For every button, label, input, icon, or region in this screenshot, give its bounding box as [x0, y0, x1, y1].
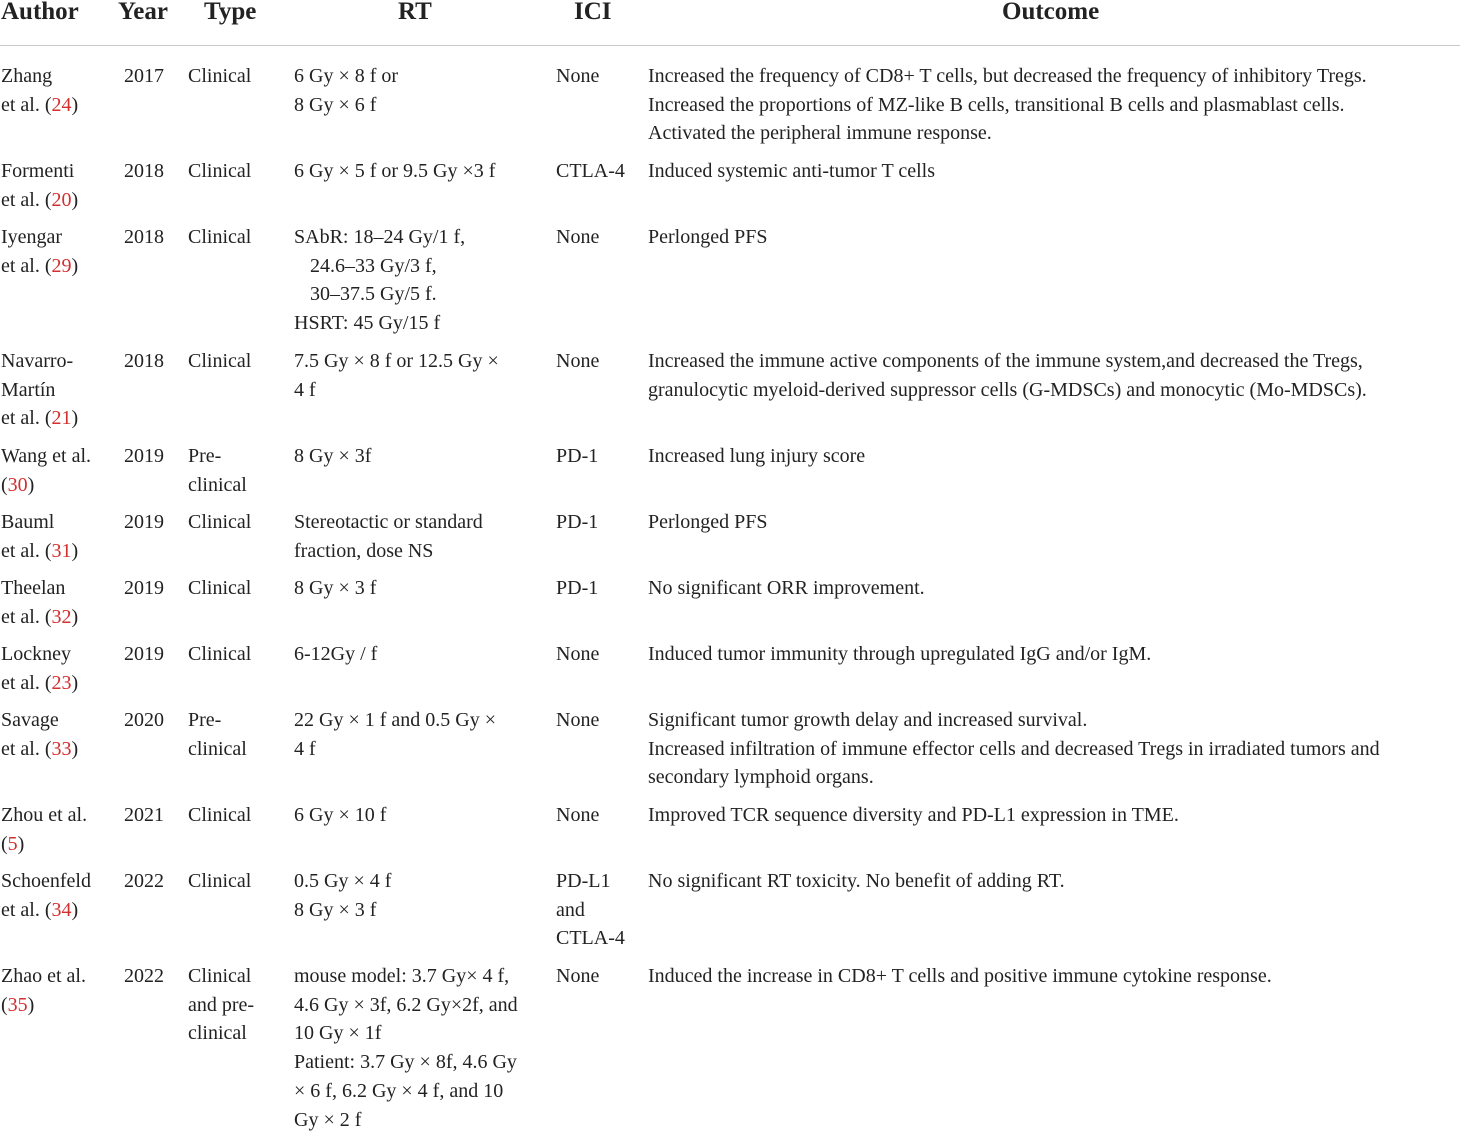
- outcome-line: Significant tumor growth delay and increased survival.: [648, 709, 1088, 731]
- author-cell: [1, 574, 111, 631]
- year-cell: 2019: [124, 445, 164, 467]
- rt-line: fraction, dose NS: [294, 539, 434, 562]
- ici-line: PD-1: [556, 511, 599, 533]
- type-line: Clinical: [188, 65, 252, 87]
- author-line: [1, 186, 111, 215]
- rt-line: 0.5 Gy × 4 f: [294, 870, 392, 892]
- outcome-line: Perlonged PFS: [648, 511, 768, 533]
- reference-link[interactable]: 24: [51, 93, 72, 116]
- author-line: [1, 801, 111, 830]
- reference-link[interactable]: 21: [51, 407, 72, 430]
- outcome-cell: [648, 442, 1448, 471]
- type-line: clinical: [188, 1022, 247, 1045]
- author-text: Zhao et al.: [1, 965, 86, 987]
- ici-cell: [556, 574, 638, 603]
- type-line: Pre-: [188, 709, 222, 731]
- type-line: Clinical: [188, 643, 252, 665]
- rt-line: × 6 f, 6.2 Gy × 4 f, and 10: [294, 1079, 504, 1102]
- rt-cell: [294, 867, 544, 924]
- year-cell: 2018: [124, 350, 164, 372]
- rt-line: 7.5 Gy × 8 f or 12.5 Gy ×: [294, 350, 499, 372]
- author-text: Formenti: [1, 160, 75, 182]
- outcome-line: Increased the immune active components of the immune system,and decreased the Tregs,: [648, 350, 1363, 372]
- rt-line: 8 Gy × 3f: [294, 445, 372, 467]
- author-cell: [1, 508, 111, 565]
- author-text: Bauml: [1, 511, 55, 533]
- outcome-line: Induced tumor immunity through upregulated IgG and/or IgM.: [648, 643, 1152, 665]
- author-text: Schoenfeld: [1, 870, 91, 892]
- outcome-cell: [648, 574, 1448, 603]
- reference-close: ): [71, 254, 79, 277]
- ici-line: None: [556, 226, 600, 248]
- author-text: (: [1, 993, 8, 1016]
- reference-close: ): [71, 898, 79, 921]
- rt-cell: [294, 801, 544, 830]
- year-cell: 2019: [124, 511, 164, 533]
- ici-cell: [556, 706, 638, 735]
- type-cell: [188, 706, 283, 763]
- author-line: [1, 508, 111, 537]
- ici-cell: [556, 62, 638, 91]
- rt-line: 6 Gy × 8 f or: [294, 65, 399, 87]
- type-line: Clinical: [188, 511, 252, 533]
- author-text: Savage: [1, 709, 59, 731]
- type-cell: [188, 223, 283, 252]
- type-line: Clinical: [188, 160, 252, 182]
- type-cell: [188, 347, 283, 376]
- author-line: [1, 404, 111, 433]
- year-cell: 2019: [124, 643, 164, 665]
- type-line: Clinical: [188, 804, 252, 826]
- type-line: clinical: [188, 473, 247, 496]
- author-text: Theelan: [1, 577, 66, 599]
- reference-link[interactable]: 20: [51, 188, 72, 211]
- ici-cell: [556, 508, 638, 537]
- outcome-line: Increased lung injury score: [648, 445, 866, 467]
- outcome-line: secondary lymphoid organs.: [648, 766, 874, 789]
- header-rt: RT: [398, 0, 432, 25]
- author-line: [1, 91, 111, 120]
- type-cell: [188, 508, 283, 537]
- author-text: et al. (: [1, 93, 52, 116]
- outcome-cell: [648, 706, 1448, 792]
- ici-line: None: [556, 350, 600, 372]
- ici-line: PD-1: [556, 577, 599, 599]
- author-line: [1, 706, 111, 735]
- rt-line: 30–37.5 Gy/5 f.: [310, 283, 437, 306]
- author-line: [1, 574, 111, 603]
- rt-line: 8 Gy × 3 f: [294, 577, 377, 599]
- author-text: (: [1, 473, 8, 496]
- ici-line: PD-L1: [556, 870, 611, 892]
- outcome-cell: [648, 640, 1448, 669]
- rt-cell: [294, 574, 544, 603]
- author-text: et al. (: [1, 407, 52, 430]
- type-line: Clinical: [188, 350, 252, 372]
- author-line: [1, 252, 111, 281]
- type-cell: [188, 157, 283, 186]
- author-text: Wang et al.: [1, 445, 92, 467]
- type-cell: [188, 801, 283, 830]
- ici-line: None: [556, 65, 600, 87]
- reference-close: ): [27, 993, 35, 1016]
- year-cell: 2021: [124, 804, 164, 826]
- rt-line: 6 Gy × 5 f or 9.5 Gy ×3 f: [294, 160, 496, 182]
- ici-line: None: [556, 804, 600, 826]
- rt-cell: [294, 62, 544, 119]
- outcome-cell: [648, 157, 1448, 186]
- author-text: Iyengar: [1, 226, 63, 248]
- table-header: [0, 0, 1460, 46]
- type-line: and pre-: [188, 993, 255, 1016]
- year-cell: 2022: [124, 870, 164, 892]
- year-cell: 2018: [124, 160, 164, 182]
- author-line: [1, 376, 111, 405]
- author-line: [1, 157, 111, 186]
- rt-cell: [294, 223, 544, 338]
- rt-cell: [294, 442, 544, 471]
- year-cell: 2020: [124, 709, 164, 731]
- author-line: [1, 867, 111, 896]
- author-text: et al. (: [1, 737, 52, 760]
- author-text: et al. (: [1, 188, 52, 211]
- author-text: Navarro-: [1, 350, 74, 372]
- reference-link[interactable]: 23: [51, 671, 72, 694]
- author-cell: [1, 157, 111, 214]
- author-text: et al. (: [1, 605, 52, 628]
- author-line: [1, 896, 111, 925]
- author-line: [1, 603, 111, 632]
- reference-link[interactable]: 33: [51, 737, 72, 760]
- author-cell: [1, 223, 111, 280]
- reference-close: ): [71, 605, 79, 628]
- author-text: et al. (: [1, 671, 52, 694]
- type-line: clinical: [188, 737, 247, 760]
- outcome-line: Increased the proportions of MZ-like B cells, transitional B cells and plasmablast cells.: [648, 93, 1345, 116]
- rt-cell: [294, 962, 544, 1134]
- rt-line: 24.6–33 Gy/3 f,: [310, 254, 437, 277]
- outcome-line: Increased the frequency of CD8+ T cells, but decreased the frequency of inhibitory Tregs.: [648, 65, 1367, 87]
- outcome-cell: [648, 801, 1448, 830]
- type-cell: [188, 62, 283, 91]
- rt-line: mouse model: 3.7 Gy× 4 f,: [294, 965, 510, 987]
- rt-line: 6-12Gy / f: [294, 643, 378, 665]
- rt-line: 8 Gy × 3 f: [294, 898, 377, 921]
- ici-line: and: [556, 898, 585, 921]
- author-line: [1, 347, 111, 376]
- rt-line: 10 Gy × 1f: [294, 1022, 382, 1045]
- author-text: Lockney: [1, 643, 71, 665]
- reference-link[interactable]: 34: [51, 898, 72, 921]
- reference-close: ): [71, 539, 79, 562]
- rt-cell: [294, 706, 544, 763]
- type-cell: [188, 574, 283, 603]
- rt-line: SAbR: 18–24 Gy/1 f,: [294, 226, 466, 248]
- author-cell: [1, 706, 111, 763]
- outcome-cell: [648, 867, 1448, 896]
- rt-line: Patient: 3.7 Gy × 8f, 4.6 Gy: [294, 1051, 517, 1074]
- year-cell: 2022: [124, 965, 164, 987]
- author-cell: [1, 962, 111, 1019]
- author-line: [1, 669, 111, 698]
- outcome-cell: [648, 223, 1448, 252]
- author-text: Zhou et al.: [1, 804, 88, 826]
- year-cell: 2019: [124, 577, 164, 599]
- ici-cell: [556, 640, 638, 669]
- reference-close: ): [71, 671, 79, 694]
- header-rule: [0, 45, 1460, 46]
- outcome-line: Induced the increase in CD8+ T cells and positive immune cytokine response.: [648, 965, 1272, 987]
- author-line: [1, 735, 111, 764]
- outcome-line: No significant RT toxicity. No benefit of adding RT.: [648, 870, 1065, 892]
- ici-line: None: [556, 643, 600, 665]
- type-line: Clinical: [188, 226, 252, 248]
- type-cell: [188, 640, 283, 669]
- rt-line: 4.6 Gy × 3f, 6.2 Gy×2f, and: [294, 993, 518, 1016]
- header-ici: ICI: [574, 0, 612, 25]
- author-text: Martín: [1, 378, 56, 401]
- outcome-line: granulocytic myeloid-derived suppressor cells (G-MDSCs) and monocytic (Mo-MDSCs).: [648, 378, 1367, 401]
- author-cell: [1, 347, 111, 433]
- ici-cell: [556, 867, 638, 953]
- outcome-cell: [648, 508, 1448, 537]
- rt-line: 4 f: [294, 737, 316, 760]
- reference-close: ): [71, 93, 79, 116]
- author-line: [1, 991, 111, 1020]
- type-cell: [188, 442, 283, 499]
- rt-line: 6 Gy × 10 f: [294, 804, 387, 826]
- author-line: [1, 471, 111, 500]
- author-text: Zhang: [1, 65, 53, 87]
- author-cell: [1, 62, 111, 119]
- author-text: et al. (: [1, 539, 52, 562]
- rt-cell: [294, 640, 544, 669]
- reference-close: ): [27, 473, 35, 496]
- outcome-line: Induced systemic anti-tumor T cells: [648, 160, 935, 182]
- header-author: Author: [1, 0, 79, 25]
- outcome-cell: [648, 962, 1448, 991]
- outcome-line: Increased infiltration of immune effector cells and decreased Tregs in irradiated tumors and: [648, 737, 1380, 760]
- outcome-line: No significant ORR improvement.: [648, 577, 925, 599]
- outcome-line: Activated the peripheral immune response.: [648, 122, 992, 145]
- reference-link[interactable]: 30: [7, 473, 28, 496]
- ici-line: None: [556, 965, 600, 987]
- outcome-cell: [648, 62, 1448, 148]
- author-cell: [1, 442, 111, 499]
- author-line: [1, 62, 111, 91]
- ici-cell: [556, 347, 638, 376]
- header-year: Year: [118, 0, 168, 25]
- type-line: Clinical: [188, 577, 252, 599]
- rt-line: 4 f: [294, 378, 316, 401]
- author-line: [1, 223, 111, 252]
- reference-close: ): [71, 737, 79, 760]
- ici-cell: [556, 223, 638, 252]
- author-line: [1, 537, 111, 566]
- outcome-line: Perlonged PFS: [648, 226, 768, 248]
- ici-cell: [556, 801, 638, 830]
- type-cell: [188, 867, 283, 896]
- author-line: [1, 640, 111, 669]
- reference-close: ): [17, 832, 25, 855]
- ici-cell: [556, 962, 638, 991]
- header-type: Type: [204, 0, 257, 25]
- rt-line: HSRT: 45 Gy/15 f: [294, 312, 441, 335]
- author-line: [1, 442, 111, 471]
- rt-cell: [294, 347, 544, 404]
- type-cell: [188, 962, 283, 1048]
- header-outcome: Outcome: [1002, 0, 1100, 25]
- year-cell: 2017: [124, 65, 164, 87]
- ici-line: CTLA-4: [556, 160, 625, 182]
- reference-link[interactable]: 29: [51, 254, 72, 277]
- reference-link[interactable]: 35: [7, 993, 28, 1016]
- type-line: Clinical: [188, 870, 252, 892]
- author-line: [1, 830, 111, 859]
- ici-line: None: [556, 709, 600, 731]
- reference-link[interactable]: 32: [51, 605, 72, 628]
- ici-line: CTLA-4: [556, 927, 625, 950]
- rt-cell: [294, 157, 544, 186]
- type-line: Clinical: [188, 965, 252, 987]
- ici-cell: [556, 442, 638, 471]
- author-cell: [1, 801, 111, 858]
- ici-line: PD-1: [556, 445, 599, 467]
- outcome-cell: [648, 347, 1448, 404]
- rt-line: 8 Gy × 6 f: [294, 93, 377, 116]
- author-text: et al. (: [1, 254, 52, 277]
- reference-link[interactable]: 31: [51, 539, 72, 562]
- reference-close: ): [71, 188, 79, 211]
- rt-cell: [294, 508, 544, 565]
- outcome-line: Improved TCR sequence diversity and PD-L1 expression in TME.: [648, 804, 1179, 826]
- author-cell: [1, 640, 111, 697]
- reference-link[interactable]: 5: [7, 832, 18, 855]
- author-text: et al. (: [1, 898, 52, 921]
- rt-line: 22 Gy × 1 f and 0.5 Gy ×: [294, 709, 496, 731]
- ici-cell: [556, 157, 638, 186]
- author-cell: [1, 867, 111, 924]
- rt-line: Stereotactic or standard: [294, 511, 483, 533]
- rt-line: Gy × 2 f: [294, 1108, 362, 1131]
- author-text: (: [1, 832, 8, 855]
- reference-close: ): [71, 407, 79, 430]
- year-cell: 2018: [124, 226, 164, 248]
- author-line: [1, 962, 111, 991]
- type-line: Pre-: [188, 445, 222, 467]
